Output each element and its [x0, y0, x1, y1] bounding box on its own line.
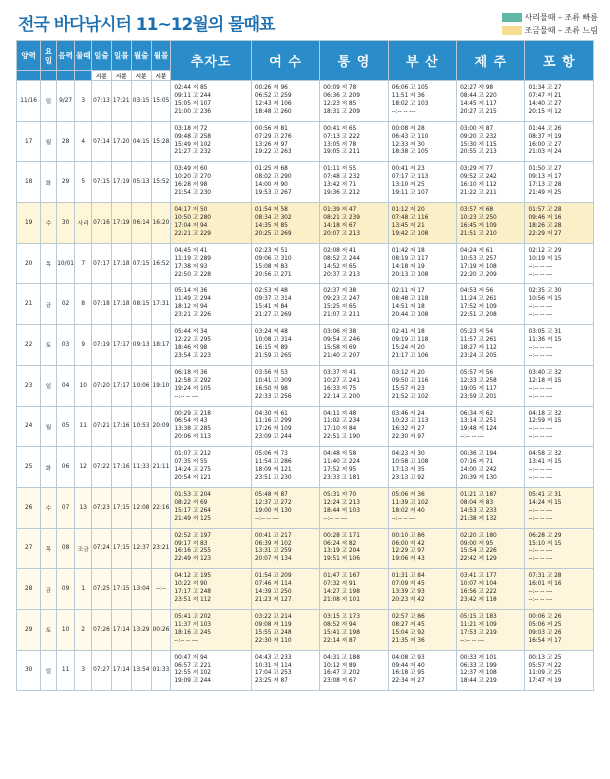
cell-mulddae: 4 [75, 121, 92, 162]
table-row [17, 609, 594, 650]
cell-sunrise: 07:27 [92, 650, 112, 691]
cell-lunar-date: 30 [56, 203, 75, 244]
legend [502, 11, 598, 37]
cell-moonset: 15:28 [151, 121, 171, 162]
legend-label-spring: 사리물때 – 조류 빠름 [524, 13, 598, 22]
cell-tide-tongyeong: 01:47 고 167 07:32 저 91 14:27 고 198 21:08 저 101 [320, 569, 388, 610]
cell-tide-chujado: 02:44 저 85 09:11 고 244 15:05 저 107 21:00 고 236 [171, 81, 252, 122]
tide-table [16, 40, 594, 691]
cell-tide-yeosu: 04:43 고 233 10:31 저 114 17:04 고 253 23:25 저 87 [251, 650, 319, 691]
cell-tide-yeosu: 01:25 저 68 08:02 고 290 14:00 저 90 19:53 고 267 [251, 162, 319, 203]
cell-moonset: 15:52 [151, 162, 171, 203]
table-row [17, 487, 594, 528]
cell-tide-pohang: 01:57 고 28 09:46 저 16 18:26 고 28 22:29 저 27 [525, 203, 594, 244]
cell-tide-jeju: 04:53 저 56 11:24 고 261 17:52 저 109 22:51 고 208 [457, 284, 525, 325]
cell-tide-yeosu: 03:24 저 48 10:08 고 314 16:15 저 89 21:59 고 265 [251, 325, 319, 366]
cell-tide-yeosu: 00:26 저 96 06:52 고 259 12:43 저 106 18:48 고 260 [251, 81, 319, 122]
cell-tide-jeju: 00:36 고 194 07:16 저 71 14:00 고 242 20:39 저 130 [457, 447, 525, 488]
cell-lunar-date: 28 [56, 121, 75, 162]
cell-tide-pohang: 04:58 고 32 13:41 저 15 --:-- -- --- --:-- -- --- [525, 447, 594, 488]
cell-lunar-date: 07 [56, 487, 75, 528]
table-row [17, 650, 594, 691]
cell-weekday: 일 [41, 650, 56, 691]
cell-solar-date: 17 [17, 121, 41, 162]
cell-sunset: 17:18 [111, 243, 131, 284]
cell-sunrise: 07:17 [92, 243, 112, 284]
cell-solar-date: 24 [17, 406, 41, 447]
cell-tide-chujado: 05:44 저 34 12:22 고 295 18:46 저 98 23:54 고 223 [171, 325, 252, 366]
cell-sunset: 17:17 [111, 325, 131, 366]
table-row [17, 121, 594, 162]
col-station-jeju: 제 주 [457, 41, 525, 81]
cell-moonrise: 10:06 [131, 365, 151, 406]
cell-sunrise: 07:13 [92, 81, 112, 122]
cell-lunar-date: 9/27 [56, 81, 75, 122]
cell-lunar-date: 05 [56, 406, 75, 447]
cell-moonrise: 09:13 [131, 325, 151, 366]
cell-weekday: 금 [41, 569, 56, 610]
cell-tide-yeosu: 04:30 저 61 11:16 고 299 17:26 저 109 23:09 고 244 [251, 406, 319, 447]
cell-sunrise: 07:21 [92, 406, 112, 447]
cell-weekday: 토 [41, 609, 56, 650]
cell-sunset: 17:15 [111, 569, 131, 610]
cell-moonrise: 10:53 [131, 406, 151, 447]
cell-sunset: 17:18 [111, 284, 131, 325]
cell-tide-pohang: 05:41 고 31 14:24 저 15 --:-- -- --- --:-- -- --- [525, 487, 594, 528]
cell-solar-date: 28 [17, 569, 41, 610]
cell-tide-chujado: 01:53 고 204 08:22 저 69 15:17 고 264 21:49 저 125 [171, 487, 252, 528]
cell-moonrise: 03:15 [131, 81, 151, 122]
cell-sunset: 17:20 [111, 121, 131, 162]
cell-sunrise: 07:20 [92, 365, 112, 406]
cell-tide-tongyeong: 03:37 저 41 10:27 고 241 16:33 저 75 22:14 고 200 [320, 365, 388, 406]
cell-mulddae: 12 [75, 447, 92, 488]
cell-tide-pohang: 00:13 고 25 05:57 저 22 11:09 고 25 17:47 저 19 [525, 650, 594, 691]
cell-tide-pohang: 03:05 고 31 11:36 저 15 --:-- -- --- --:-- -- --- [525, 325, 594, 366]
cell-solar-date: 26 [17, 487, 41, 528]
sub-unit: 시분 [131, 71, 151, 81]
cell-moonrise: 06:14 [131, 203, 151, 244]
table-row [17, 569, 594, 610]
cell-tide-pohang: 01:50 고 27 09:13 저 17 17:13 고 28 21:49 저 25 [525, 162, 594, 203]
legend-swatch-spring [502, 13, 522, 22]
cell-solar-date: 30 [17, 650, 41, 691]
sub-empty [41, 71, 56, 81]
cell-weekday: 토 [41, 325, 56, 366]
page-title: 전국 바다낚시터 11~12월의 물때표 [18, 15, 275, 35]
cell-lunar-date: 10 [56, 609, 75, 650]
cell-tide-busan: 04:08 고 93 09:44 저 40 16:18 고 95 22:34 저 27 [388, 650, 456, 691]
cell-tide-busan: 02:41 저 18 09:19 고 118 15:24 저 20 21:17 고 106 [388, 325, 456, 366]
cell-tide-pohang: 01:34 고 27 07:47 저 21 14:40 고 27 20:15 저 12 [525, 81, 594, 122]
cell-tide-yeosu: 01:54 저 58 08:34 고 302 14:35 저 85 20:25 고 269 [251, 203, 319, 244]
cell-moonset: 15:05 [151, 81, 171, 122]
table-row [17, 365, 594, 406]
cell-moonset: 19:10 [151, 365, 171, 406]
legend-label-neap: 조금물때 – 조류 느림 [524, 26, 598, 35]
cell-sunrise: 07:18 [92, 284, 112, 325]
table-row [17, 81, 594, 122]
cell-tide-yeosu: 05:48 저 87 12:37 고 272 19:00 저 130 --:-- -- --- [251, 487, 319, 528]
cell-tide-tongyeong: 05:31 저 70 12:24 고 213 18:44 저 103 --:-- -- --- [320, 487, 388, 528]
cell-moonrise: 13:54 [131, 650, 151, 691]
cell-sunrise: 07:16 [92, 203, 112, 244]
col-sunrise: 일출 [92, 41, 112, 71]
cell-tide-chujado: 00:29 고 218 06:54 저 43 13:38 고 285 20:06 저 113 [171, 406, 252, 447]
cell-moonset: 01:33 [151, 650, 171, 691]
col-weekday: 요일 [41, 41, 56, 71]
cell-mulddae: 1 [75, 569, 92, 610]
cell-tide-pohang: 07:31 고 28 16:01 저 16 --:-- -- --- --:-- -- --- [525, 569, 594, 610]
cell-sunrise: 07:14 [92, 121, 112, 162]
cell-tide-busan: 03:12 저 20 09:50 고 116 15:57 저 23 21:52 고 102 [388, 365, 456, 406]
cell-sunset: 17:16 [111, 447, 131, 488]
cell-tide-chujado: 05:14 저 36 11:49 고 294 18:12 저 94 23:21 고 226 [171, 284, 252, 325]
cell-tide-jeju: 03:00 저 87 09:20 고 232 15:30 저 115 20:55 고 213 [457, 121, 525, 162]
cell-tide-pohang: 02:35 고 30 10:56 저 15 --:-- -- --- --:-- -- --- [525, 284, 594, 325]
cell-mulddae: 11 [75, 406, 92, 447]
cell-weekday: 목 [41, 243, 56, 284]
cell-tide-jeju: 03:29 저 77 09:52 고 242 16:10 저 112 21:22 고 211 [457, 162, 525, 203]
sub-empty [56, 71, 75, 81]
cell-tide-chujado: 05:41 고 202 11:37 저 103 18:16 고 245 --:-- -- --- [171, 609, 252, 650]
legend-swatch-neap [502, 26, 522, 35]
cell-moonrise: 13:29 [131, 609, 151, 650]
sub-empty [17, 71, 41, 81]
cell-moonrise: 12:08 [131, 487, 151, 528]
cell-weekday: 월 [41, 406, 56, 447]
col-station-chujado: 추자도 [171, 41, 252, 81]
cell-tide-busan: 01:31 고 84 07:09 저 45 13:39 고 93 20:23 저 42 [388, 569, 456, 610]
cell-sunset: 17:17 [111, 365, 131, 406]
cell-tide-yeosu: 05:06 저 73 11:54 고 286 18:09 저 121 23:51 고 230 [251, 447, 319, 488]
cell-mulddae: 2 [75, 609, 92, 650]
cell-tide-busan: 03:46 저 24 10:23 고 113 16:32 저 27 22:30 저 97 [388, 406, 456, 447]
cell-tide-chujado: 04:45 저 41 11:19 고 289 17:38 저 93 22:50 고 228 [171, 243, 252, 284]
cell-sunrise: 07:22 [92, 447, 112, 488]
cell-solar-date: 25 [17, 447, 41, 488]
cell-solar-date: 20 [17, 243, 41, 284]
cell-solar-date: 11/16 [17, 81, 41, 122]
table-row [17, 528, 594, 569]
cell-sunrise: 07:19 [92, 325, 112, 366]
cell-tide-tongyeong: 04:31 고 188 10:12 저 89 16:47 고 202 23:08 저 67 [320, 650, 388, 691]
cell-weekday: 목 [41, 528, 56, 569]
sub-unit: 시분 [151, 71, 171, 81]
cell-sunset: 17:16 [111, 406, 131, 447]
cell-tide-yeosu: 00:56 저 81 07:29 고 276 13:26 저 97 19:22 고 263 [251, 121, 319, 162]
cell-lunar-date: 29 [56, 162, 75, 203]
cell-sunset: 17:14 [111, 609, 131, 650]
cell-moonset: 23:21 [151, 528, 171, 569]
cell-moonrise: 08:15 [131, 284, 151, 325]
cell-tide-chujado: 03:18 저 72 09:48 고 258 15:49 저 102 21:27 고 232 [171, 121, 252, 162]
table-row [17, 406, 594, 447]
cell-tide-busan: 00:08 저 28 06:43 고 110 12:33 저 30 18:38 고 105 [388, 121, 456, 162]
cell-sunrise: 07:25 [92, 569, 112, 610]
table-row [17, 325, 594, 366]
cell-sunrise: 07:26 [92, 609, 112, 650]
cell-weekday: 일 [41, 81, 56, 122]
cell-sunrise: 07:15 [92, 162, 112, 203]
cell-weekday: 화 [41, 447, 56, 488]
cell-sunset: 17:21 [111, 81, 131, 122]
table-row [17, 447, 594, 488]
cell-weekday: 수 [41, 203, 56, 244]
table-row [17, 203, 594, 244]
cell-lunar-date: 02 [56, 284, 75, 325]
cell-tide-chujado: 01:07 고 212 07:35 저 55 14:24 고 275 20:54 저 121 [171, 447, 252, 488]
cell-sunset: 17:15 [111, 487, 131, 528]
cell-moonset: 21:11 [151, 447, 171, 488]
cell-tide-tongyeong: 04:48 저 58 11:40 고 224 17:52 저 95 23:33 고 181 [320, 447, 388, 488]
cell-tide-pohang: 00:06 고 26 05:06 저 25 09:03 고 26 16:54 저 17 [525, 609, 594, 650]
cell-tide-jeju: 00:33 저 101 06:33 고 199 12:37 저 108 18:44 고 219 [457, 650, 525, 691]
cell-tide-busan: 05:06 저 36 11:39 고 102 18:02 저 40 --:-- -- --- [388, 487, 456, 528]
cell-tide-pohang: 06:28 고 29 15:10 저 15 --:-- -- --- --:-- -- --- [525, 528, 594, 569]
cell-tide-chujado: 03:49 저 60 10:20 고 270 16:28 저 98 21:54 고 230 [171, 162, 252, 203]
cell-weekday: 일 [41, 365, 56, 406]
cell-solar-date: 23 [17, 365, 41, 406]
cell-mulddae: 9 [75, 325, 92, 366]
cell-tide-jeju: 05:57 저 56 12:33 고 258 19:05 저 117 23:59 고 201 [457, 365, 525, 406]
cell-tide-chujado: 06:18 저 36 12:58 고 292 19:24 저 105 --:-- -- --- [171, 365, 252, 406]
cell-tide-yeosu: 03:22 고 214 09:08 저 119 15:55 고 248 22:30 저 110 [251, 609, 319, 650]
cell-moonset: --:-- [151, 569, 171, 610]
table-row [17, 162, 594, 203]
cell-tide-tongyeong: 00:28 고 171 06:24 저 82 13:19 고 204 19:51 저 106 [320, 528, 388, 569]
cell-tide-busan: 00:41 저 23 07:17 고 113 13:10 저 25 19:11 고 107 [388, 162, 456, 203]
col-station-busan: 부 산 [388, 41, 456, 81]
cell-tide-yeosu: 03:56 저 53 10:41 고 309 16:50 저 98 22:33 고 256 [251, 365, 319, 406]
cell-tide-busan: 06:06 고 105 11:51 저 36 18:02 고 103 --:-- -- --- [388, 81, 456, 122]
cell-tide-jeju: 05:15 고 183 11:21 저 109 17:53 고 219 --:-- -- --- [457, 609, 525, 650]
cell-tide-tongyeong: 01:11 저 55 07:48 고 232 13:42 저 71 19:36 고 212 [320, 162, 388, 203]
cell-mulddae: 8 [75, 284, 92, 325]
cell-solar-date: 21 [17, 284, 41, 325]
col-lunar-date: 음력 [56, 41, 75, 71]
cell-sunrise: 07:23 [92, 487, 112, 528]
cell-tide-busan: 04:23 저 30 10:58 고 108 17:13 저 35 23:13 고 92 [388, 447, 456, 488]
sub-empty [75, 71, 92, 81]
cell-weekday: 수 [41, 487, 56, 528]
cell-moonset: 16:52 [151, 243, 171, 284]
cell-tide-chujado: 00:47 저 94 06:57 고 221 12:55 저 102 19:09 고 244 [171, 650, 252, 691]
cell-moonset: 22:16 [151, 487, 171, 528]
cell-tide-tongyeong: 03:15 고 173 08:52 저 94 15:41 고 198 22:14 저 87 [320, 609, 388, 650]
cell-tide-pohang: 04:18 고 32 12:59 저 15 --:-- -- --- --:-- -- --- [525, 406, 594, 447]
cell-moonset: 18:17 [151, 325, 171, 366]
col-moonset: 월몰 [151, 41, 171, 71]
cell-moonrise: 11:33 [131, 447, 151, 488]
cell-lunar-date: 09 [56, 569, 75, 610]
cell-tide-jeju: 01:21 고 187 08:04 저 83 14:53 고 233 21:38 저 132 [457, 487, 525, 528]
col-station-pohang: 포 항 [525, 41, 594, 81]
cell-tide-busan: 02:57 고 86 08:27 저 45 15:04 고 92 21:35 저 36 [388, 609, 456, 650]
cell-moonrise: 07:15 [131, 243, 151, 284]
cell-tide-busan: 02:11 저 17 08:48 고 118 14:51 저 18 20:44 고 108 [388, 284, 456, 325]
cell-tide-busan: 00:10 고 86 06:00 저 42 12:29 고 97 19:06 저 43 [388, 528, 456, 569]
cell-tide-jeju: 02:20 고 180 09:00 저 95 15:54 고 226 22:42 저 129 [457, 528, 525, 569]
cell-tide-jeju: 04:24 저 61 10:53 고 257 17:19 저 108 22:20 고 209 [457, 243, 525, 284]
cell-tide-yeosu: 02:23 저 51 09:06 고 310 15:08 저 83 20:56 고 271 [251, 243, 319, 284]
cell-lunar-date: 11 [56, 650, 75, 691]
cell-tide-tongyeong: 02:08 저 41 08:52 고 244 14:52 저 65 20:37 고 213 [320, 243, 388, 284]
cell-solar-date: 29 [17, 609, 41, 650]
cell-solar-date: 22 [17, 325, 41, 366]
cell-mulddae: 조금 [75, 528, 92, 569]
cell-tide-pohang: 02:12 고 29 10:19 저 15 --:-- -- --- --:-- -- --- [525, 243, 594, 284]
cell-solar-date: 18 [17, 162, 41, 203]
legend-neap [502, 24, 598, 37]
cell-tide-jeju: 02:27 저 98 08:44 고 220 14:45 저 117 20:27 고 215 [457, 81, 525, 122]
table-row [17, 284, 594, 325]
cell-mulddae: 13 [75, 487, 92, 528]
cell-moonset: 17:31 [151, 284, 171, 325]
cell-sunset: 17:19 [111, 203, 131, 244]
cell-mulddae: 3 [75, 81, 92, 122]
cell-tide-jeju: 03:57 저 68 10:23 고 250 16:45 저 109 21:51 고 210 [457, 203, 525, 244]
cell-tide-yeosu: 00:41 고 217 06:39 저 102 13:31 고 259 20:07 저 134 [251, 528, 319, 569]
cell-sunset: 17:19 [111, 162, 131, 203]
cell-tide-chujado: 04:17 저 50 10:50 고 280 17:04 저 94 22:21 고 229 [171, 203, 252, 244]
cell-tide-jeju: 06:34 저 62 13:14 고 251 19:48 저 124 --:-- -- --- [457, 406, 525, 447]
cell-moonrise: 13:04 [131, 569, 151, 610]
cell-lunar-date: 08 [56, 528, 75, 569]
cell-sunrise: 07:24 [92, 528, 112, 569]
cell-lunar-date: 04 [56, 365, 75, 406]
cell-sunset: 17:15 [111, 528, 131, 569]
col-mulddae: 물때 [75, 41, 92, 71]
table-row [17, 243, 594, 284]
cell-solar-date: 19 [17, 203, 41, 244]
cell-mulddae: 3 [75, 650, 92, 691]
cell-tide-chujado: 02:52 고 197 09:17 저 83 16:16 고 255 22:49 저 123 [171, 528, 252, 569]
cell-tide-jeju: 05:23 저 54 11:57 고 261 18:27 저 112 23:24 고 205 [457, 325, 525, 366]
cell-tide-tongyeong: 02:37 저 38 09:23 고 247 15:25 저 65 21:07 고 211 [320, 284, 388, 325]
col-station-yeosu: 여 수 [251, 41, 319, 81]
cell-tide-jeju: 03:41 고 177 10:07 저 104 16:56 고 222 23:42 저 118 [457, 569, 525, 610]
cell-moonset: 00:26 [151, 609, 171, 650]
cell-mulddae: 5 [75, 162, 92, 203]
sub-unit: 시분 [92, 71, 112, 81]
cell-tide-busan: 01:12 저 20 07:48 고 116 13:45 저 21 19:42 고 108 [388, 203, 456, 244]
cell-tide-tongyeong: 00:09 저 78 06:36 고 209 12:23 저 85 18:31 고 209 [320, 81, 388, 122]
cell-tide-yeosu: 02:53 저 48 09:37 고 314 15:41 저 84 21:27 고 269 [251, 284, 319, 325]
cell-moonrise: 04:15 [131, 121, 151, 162]
cell-moonset: 20:09 [151, 406, 171, 447]
tide-table-body [17, 81, 594, 691]
cell-lunar-date: 03 [56, 325, 75, 366]
cell-moonrise: 12:37 [131, 528, 151, 569]
cell-tide-tongyeong: 01:39 저 47 08:21 고 239 14:18 저 67 20:07 고 213 [320, 203, 388, 244]
cell-tide-yeosu: 01:54 고 209 07:46 저 114 14:39 고 250 21:23 저 127 [251, 569, 319, 610]
cell-weekday: 월 [41, 121, 56, 162]
cell-sunset: 17:14 [111, 650, 131, 691]
cell-weekday: 금 [41, 284, 56, 325]
cell-weekday: 화 [41, 162, 56, 203]
cell-moonset: 16:20 [151, 203, 171, 244]
col-solar-date: 양력 [17, 41, 41, 71]
cell-tide-tongyeong: 03:06 저 38 09:54 고 246 15:58 저 69 21:40 고 207 [320, 325, 388, 366]
col-sunset: 일몰 [111, 41, 131, 71]
legend-spring [502, 11, 598, 24]
cell-solar-date: 27 [17, 528, 41, 569]
cell-mulddae: 사리 [75, 203, 92, 244]
cell-tide-tongyeong: 04:11 저 48 11:02 고 234 17:10 저 84 22:51 고 190 [320, 406, 388, 447]
cell-tide-chujado: 04:12 고 195 10:22 저 90 17:17 고 248 23:51 저 112 [171, 569, 252, 610]
col-moonrise: 월출 [131, 41, 151, 71]
cell-lunar-date: 10/01 [56, 243, 75, 284]
cell-moonrise: 05:13 [131, 162, 151, 203]
col-station-tongyeong: 통 영 [320, 41, 388, 81]
cell-tide-pohang: 01:44 고 26 08:37 저 19 16:00 고 27 21:03 저 24 [525, 121, 594, 162]
cell-lunar-date: 06 [56, 447, 75, 488]
cell-mulddae: 10 [75, 365, 92, 406]
cell-tide-pohang: 03:40 고 32 12:18 저 15 --:-- -- --- --:-- -- --- [525, 365, 594, 406]
cell-mulddae: 7 [75, 243, 92, 284]
cell-tide-busan: 01:42 저 18 08:19 고 117 14:18 저 19 20:13 고 108 [388, 243, 456, 284]
sub-unit: 시분 [111, 71, 131, 81]
cell-tide-tongyeong: 00:41 저 65 07:13 고 222 13:05 저 78 19:05 고 211 [320, 121, 388, 162]
